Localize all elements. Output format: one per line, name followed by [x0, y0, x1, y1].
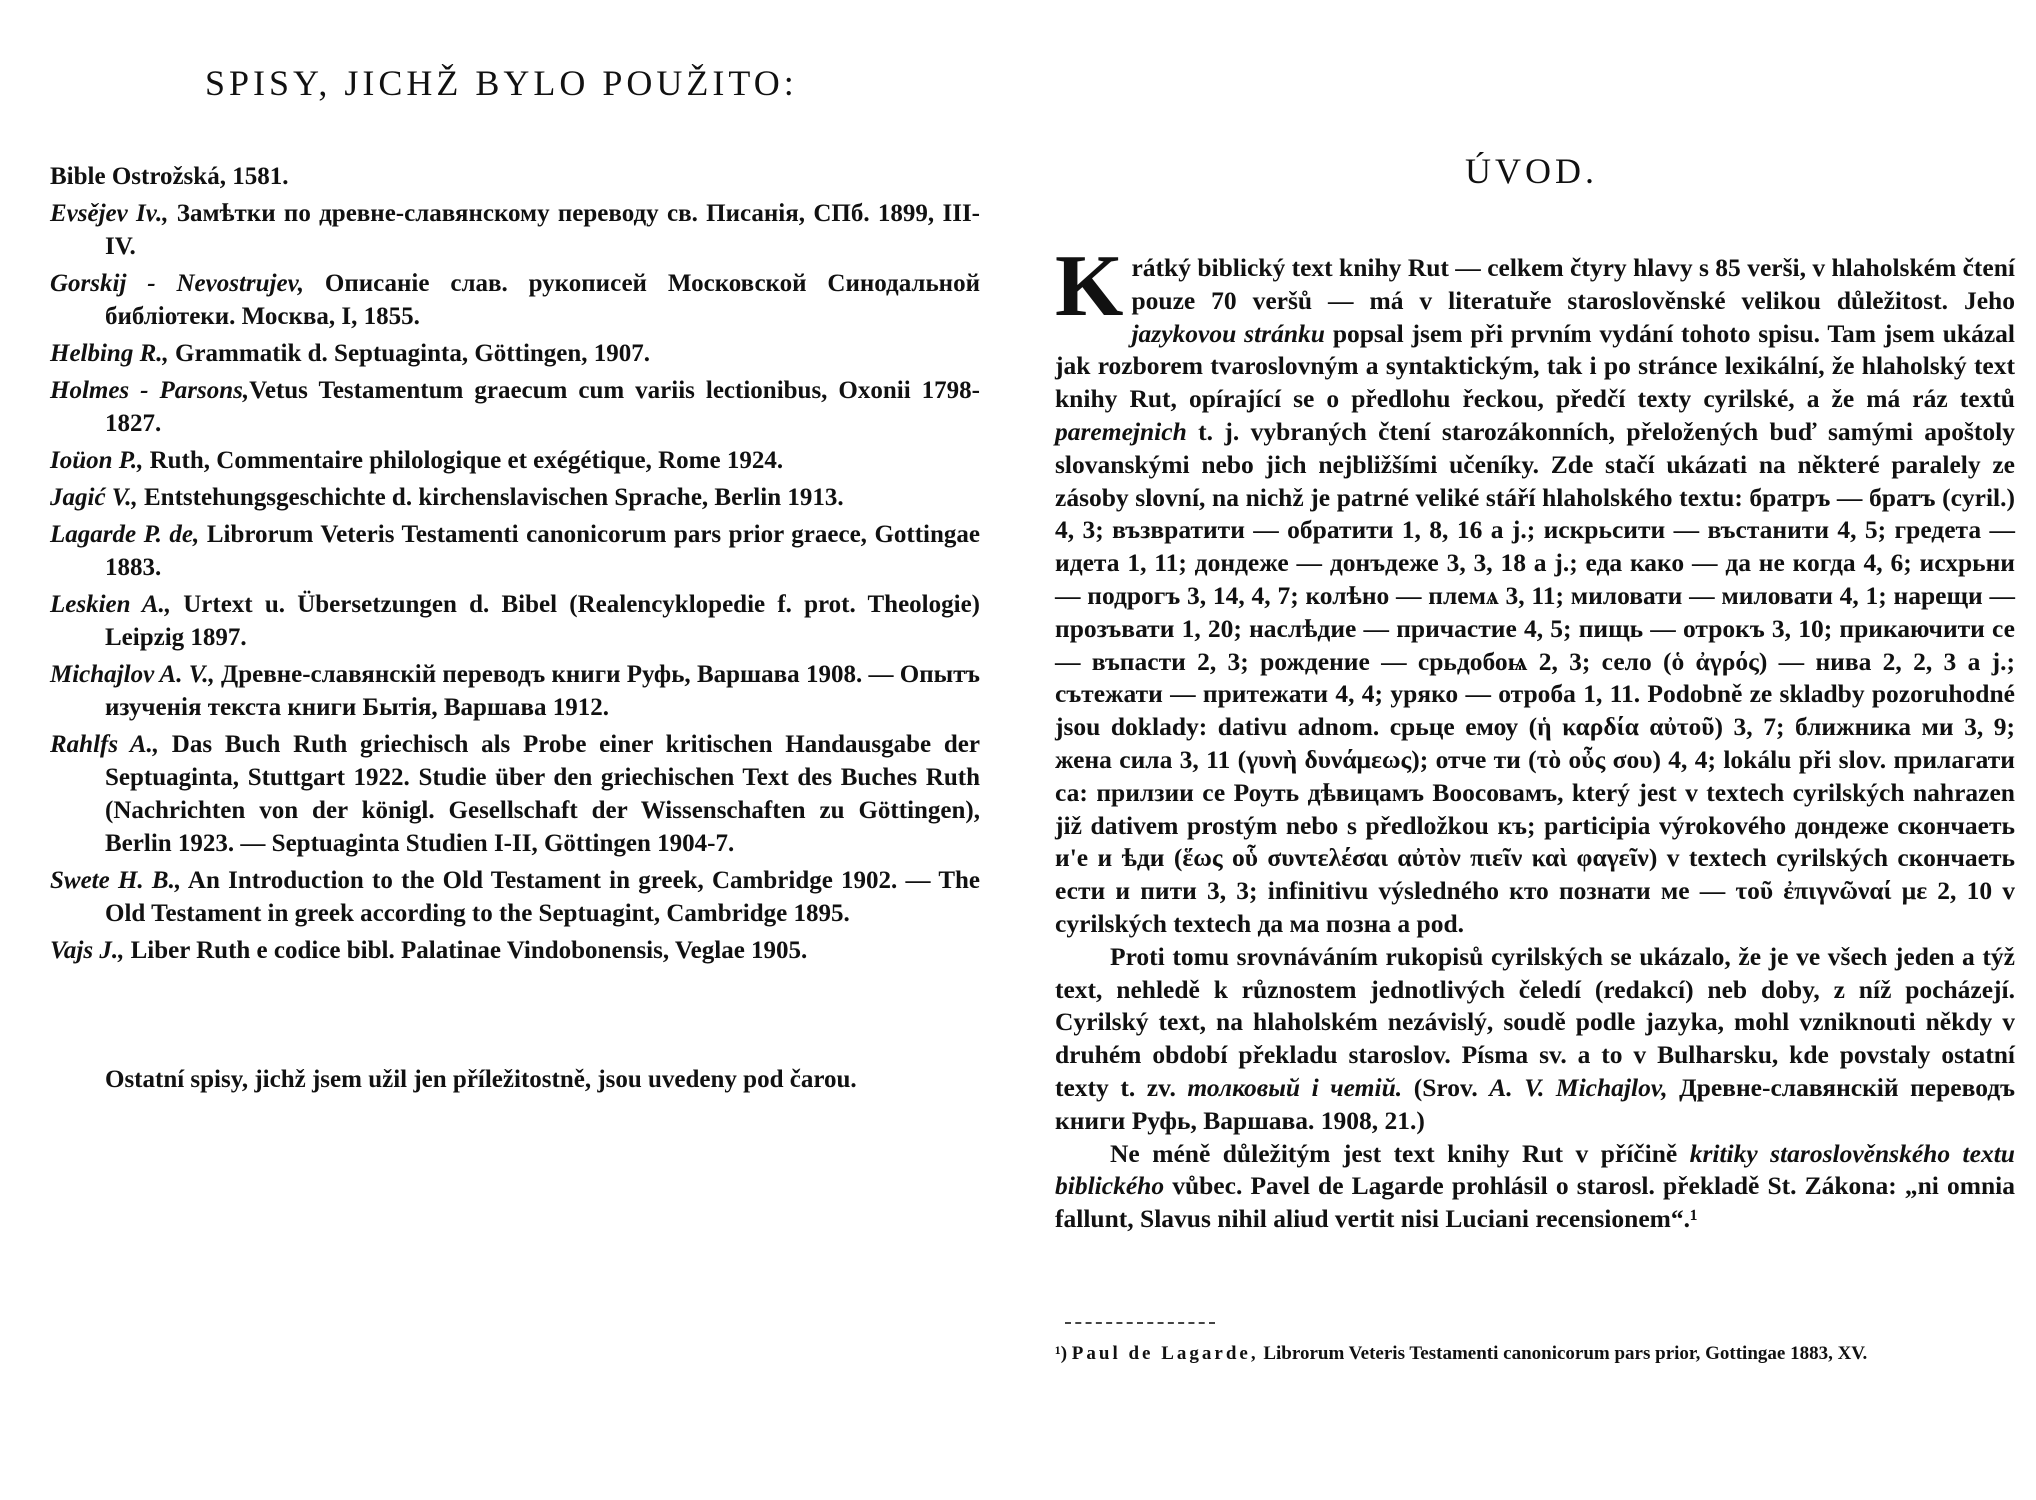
- drop-cap: K: [1055, 238, 1124, 335]
- paragraph-2: [1055, 941, 2015, 1138]
- bibliography-text: An Introduction to the Old Testament in greek, Cambridge 1902. — The Old Testament in greek according to the Septuagint, Cambridge 1895.: [105, 867, 981, 927]
- p2-emph-a: толковый i четій.: [1187, 1072, 1403, 1102]
- paragraph-3: [1055, 1138, 2015, 1236]
- p2-text-c: Древне-славянскій переводъ книги Руфь, Варшава. 1908, 21.): [1055, 1072, 2015, 1135]
- footnote-author: Paul de Lagarde,: [1071, 1343, 1259, 1364]
- bibliography-text: Das Buch Ruth griechisch als Probe einer kritischen Handausgabe der Septuaginta, Stuttgart 1922. Studie über den griechischen Text des Buches Ruth (Nachrichten von der königl. Gesellschaft der Wissenschaften zu Göttingen), Berlin 1923. — Septuaginta Studien I-II, Göttingen 1904-7.: [105, 731, 980, 857]
- bibliography-entry: [50, 160, 980, 193]
- footnote-text: Librorum Veteris Testamenti canonicorum pars prior, Gottingae 1883, XV.: [1258, 1343, 1868, 1364]
- bibliography-text: Urtext u. Übersetzungen d. Bibel (Realencyklopedie f. prot. Theologie) Leipzig 1897.: [105, 591, 980, 651]
- bibliography-author: Ioüon P.,: [50, 447, 144, 474]
- chapter-body: [1055, 238, 2016, 1236]
- bibliography-entry: [50, 481, 980, 514]
- bibliography-text: Entstehungsgeschichte d. kirchenslavischen Sprache, Berlin 1913.: [137, 484, 844, 511]
- bibliography-author: Vajs J.,: [50, 937, 125, 964]
- bibliography-entry: [50, 518, 980, 584]
- bibliography-title: SPISY, JICHŽ BYLO POUŽITO:: [205, 63, 798, 103]
- bibliography-list: [50, 160, 980, 971]
- bibliography-text: Замѣтки по древне-славянскому переводу св. Писанія, СПб. 1899, III-IV.: [105, 200, 980, 260]
- p2-emph-b: A. V. Michajlov,: [1489, 1072, 1668, 1102]
- paragraph-1: [1055, 238, 2016, 941]
- bibliography-entry: [50, 728, 980, 860]
- bibliography-text: Vetus Testamentum graecum cum variis lectionibus, Oxonii 1798-1827.: [105, 377, 980, 437]
- p1-emph-a: jazykovou stránku: [1131, 318, 1325, 348]
- bibliography-entry: [50, 337, 980, 370]
- bibliography-author: Swete H. B.,: [50, 867, 182, 894]
- p1-text-a: rátký biblický text knihy Rut — celkem čtyry hlavy s 85 verši, v hlaholském čtení pouze 70 veršů — má v literatuře staroslověnské velikou důležitost. Jeho: [1131, 253, 2015, 315]
- bibliography-entry: [50, 267, 980, 333]
- p2-text-a: Proti tomu srovnáváním rukopisů cyrilských se ukázalo, že je ve všech jeden a týž text, nehledě k různostem jednotlivých čeledí (redakcí) neb doby, z níž pocházejí. Cyrilský text, na hlaholském nezávislý, soudě podle jazyka, mohl vzniknouti někdy v druhém období překladu staroslov. Písma sv. a to v Bulharsku, kde povstaly ostatní texty t. zv.: [1055, 941, 2015, 1102]
- p1-text-c: t. j. vybraných čtení starozákonních, přeložených buď samými apoštoly slovanskými nebo jich nejbližšími učeníky. Zde stačí ukázati na některé paralely ze zásoby slovní, na nichž je patrné veliké stáří hlaholského textu: братръ — братъ (cyril.) 4, 3; възвратити — обратити 1, 8, 16 a j.; искрьсити — въстанити 4, 5; гредета — идета 1, 11; дондеже — донъдеже 3, 3, 18 a j.; еда како — да не когда 4, 6; исхрьни — подрогъ 3, 14, 4, 7; колѣно — племѧ 3, 11; миловати — миловати 4, 1; нарещи — прозъвати 1, 20; наслѣдие — причастие 4, 5; пищь — отрокъ 3, 10; прикаючити се — въпасти 2, 3; рождение — срьдобоѩ 2, 3; село (ὁ ἀγρός) — нива 2, 2, 3 a j.; сътежати — притежати 4, 4; уряко — отроба 1, 11. Podobně ze skladby pozoruhodné jsou doklady: dativu adnom. срьце емоу (ἡ καρδία αὐτοῦ) 3, 7; ближника ми 3, 9; жена сила 3, 11 (γυνὴ δυνάμεως); отче ти (τὸ οὖς σου) 4, 4; lokálu při slov. прилагати са: прилзии се Роуть дѣвицамъ Воосовамъ, který jest v textech cyrilských nahrazen již dativem prostým nebo s předložkou къ; participia výrokového дондеже скончаеть и'е и ѣди (ἕως οὗ συντελέσαι αὐτὸν πιεῖν καὶ φαγεῖν) v textech cyrilských скончаеть ести и пити 3, 3; infinitivu výsledného кто познати ме — τοῦ ἐπιγνῶναί με 2, 10 v cyrilských textech да ма позна a pod.: [1055, 416, 2015, 938]
- bibliography-author: Gorskij - Nevostrujev,: [50, 270, 304, 297]
- bibliography-author: Holmes - Parsons,: [50, 377, 250, 404]
- bibliography-text: Древне-славянскій переводъ книги Руфь, Варшава 1908. — Опытъ изученія текста книги Бытія, Варшава 1912.: [105, 661, 980, 721]
- bibliography-text: Librorum Veteris Testamenti canonicorum pars prior graece, Gottingae 1883.: [105, 521, 980, 581]
- bibliography-note: Ostatní spisy, jichž jsem užil jen příležitostně, jsou uvedeny pod čarou.: [105, 1066, 857, 1093]
- bibliography-author: Helbing R.,: [50, 340, 169, 367]
- bibliography-text: Ruth, Commentaire philologique et exégétique, Rome 1924.: [143, 447, 784, 474]
- footnote-mark: ¹): [1055, 1343, 1072, 1364]
- p1-text-b: popsal jsem při prvním vydání tohoto spisu. Tam jsem ukázal jak rozborem tvaroslovným a syntaktickým, tak i po stránce lexikální, že hlaholský text knihy Rut, opírající se o předlohu řeckou, předčí texty cyrilské, a že má ráz textů: [1055, 318, 2016, 414]
- bibliography-author: Rahlfs A.,: [50, 731, 160, 758]
- bibliography-entry: [50, 197, 980, 263]
- bibliography-author: Michajlov A. V.,: [50, 661, 215, 688]
- bibliography-entry: [50, 374, 980, 440]
- bibliography-author: Leskien A.,: [50, 591, 172, 618]
- bibliography-entry: [50, 864, 980, 930]
- bibliography-entry: [50, 658, 980, 724]
- p3-text-b: vůbec. Pavel de Lagarde prohlásil o starosl. překladě St. Zákona: „ni omnia fallunt, Slavus nihil aliud vertit nisi Luciani recensionem“.¹: [1055, 1171, 2015, 1234]
- bibliography-entry: [50, 934, 980, 967]
- bibliography-entry: [50, 588, 980, 654]
- footnote-separator: [1065, 1322, 1215, 1324]
- footnote: [1055, 1340, 2015, 1368]
- bibliography-text: Grammatik d. Septuaginta, Göttingen, 1907.: [168, 340, 651, 367]
- bibliography-author: Lagarde P. de,: [50, 521, 200, 548]
- bibliography-text: Bible Ostrožská, 1581.: [50, 163, 289, 190]
- bibliography-author: Jagić V.,: [50, 484, 138, 511]
- bibliography-author: Evsějev Iv.,: [50, 200, 169, 227]
- chapter-title: ÚVOD.: [1465, 151, 1598, 191]
- p1-emph-b: paremejnich: [1055, 416, 1187, 446]
- p3-text-a: Ne méně důležitým jest text knihy Rut v příčině: [1110, 1138, 1690, 1168]
- bibliography-text: Описаніе слав. рукописей Московской Синодальной библіотеки. Москва, I, 1855.: [105, 270, 980, 330]
- p3-emph-a: kritiky staroslověnského textu biblického: [1055, 1138, 2015, 1201]
- bibliography-entry: [50, 444, 980, 477]
- bibliography-text: Liber Ruth e codice bibl. Palatinae Vindobonensis, Veglae 1905.: [124, 937, 808, 964]
- p2-text-b: (Srov.: [1402, 1072, 1490, 1102]
